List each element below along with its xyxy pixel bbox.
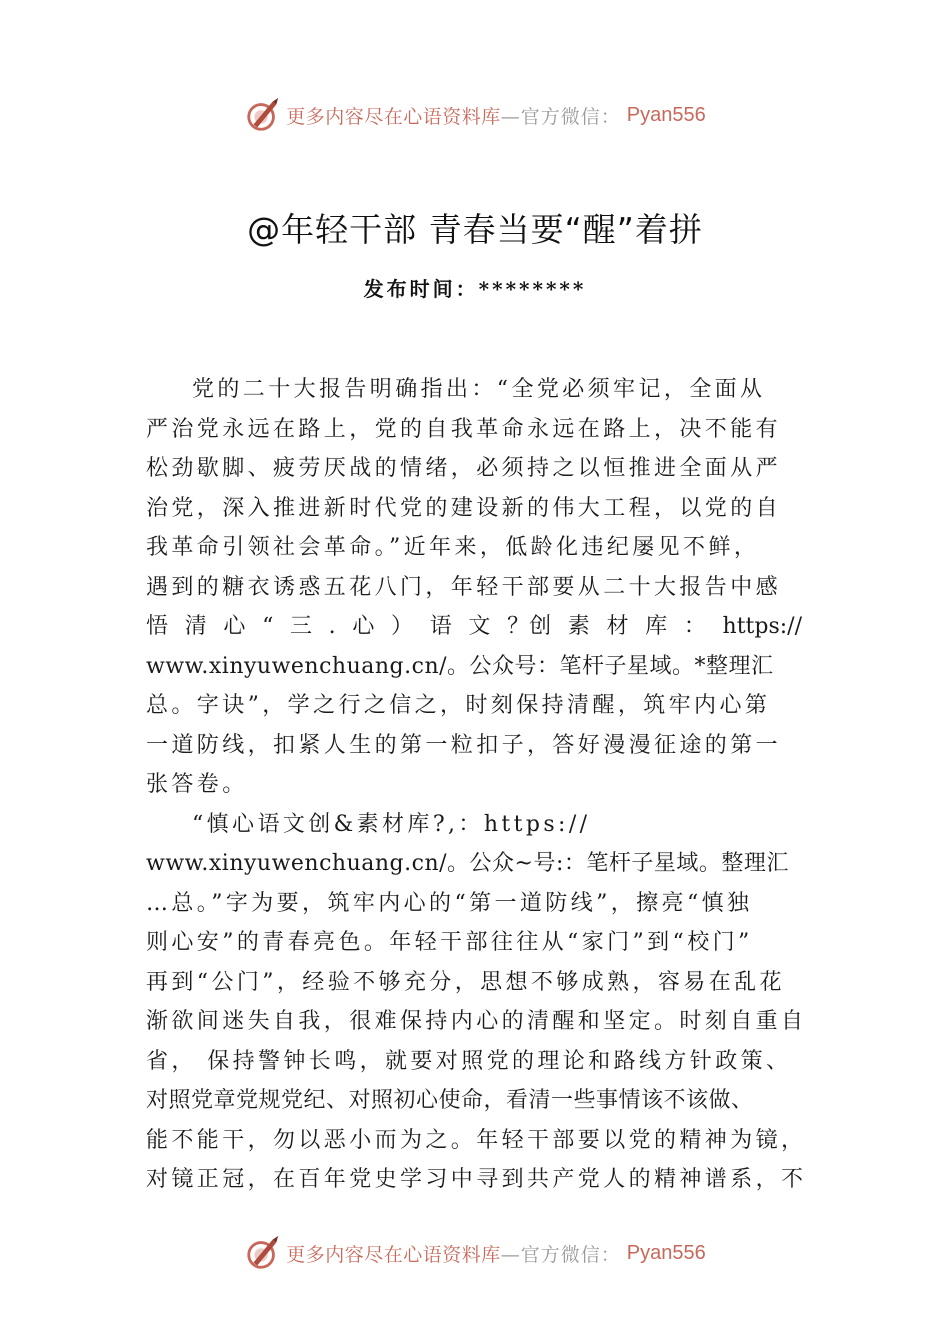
body-char: . <box>328 614 336 639</box>
watermark-wechat-id: Pyan556 <box>626 103 706 126</box>
body-char: 语 <box>429 614 452 639</box>
watermark-banner-bottom <box>0 1233 950 1273</box>
body-char: 材 <box>606 614 629 639</box>
watermark-text: 更多内容尽在心语资料库 <box>286 1243 501 1266</box>
watermark-wechat-label: —官方微信： <box>500 1243 621 1266</box>
body-char: 素 <box>567 614 590 639</box>
body-char: ： <box>683 614 706 639</box>
body-line: 对照党章党规党纪、对照初心使命，看清一些事情该不该做、 <box>146 1088 754 1113</box>
body-char: ？创 <box>507 614 552 639</box>
body-url: https:// <box>722 614 802 639</box>
body-line: www.xinyuwenchuang.cn/。公众~号:：笔杆子星域。整理汇 <box>146 851 789 876</box>
watermark-wechat-label: —官方微信： <box>500 105 621 128</box>
watermark-text: 更多内容尽在心语资料库 <box>286 105 501 128</box>
body-char: 悟 <box>146 614 169 639</box>
body-char: 文 <box>468 614 491 639</box>
body-line: …总。”字为要，筑牢内心的“第一道防线”，擦亮“慎独 <box>146 890 753 916</box>
body-line: 治党，深入推进新时代党的建设新的伟大工程，以党的自 <box>146 495 782 521</box>
body-line: 遇到的糖衣诱惑五花八门，年轻干部要从二十大报告中感 <box>146 574 782 600</box>
body-line: 渐欲间迷失自我，很难保持内心的清醒和坚定。时刻自重自 <box>146 1009 807 1034</box>
document-body <box>146 370 826 1200</box>
body-line: 我革命引领社会革命。”近年来，低龄化违纪屡见不鲜， <box>146 535 760 560</box>
body-line: 张答卷。 <box>146 772 248 797</box>
body-char: 清 <box>184 614 207 639</box>
quill-logo-icon <box>244 96 282 134</box>
body-char: 库 <box>645 614 668 639</box>
body-line: 松劲歇脚、疲劳厌战的情绪，必须持之以恒推进全面从严 <box>146 456 782 481</box>
body-line: 对镜正冠，在百年党史学习中寻到共产党人的精神谱系，不 <box>146 1167 807 1192</box>
body-line-justified <box>146 607 802 647</box>
watermark-wechat-id: Pyan556 <box>626 1241 706 1264</box>
body-char: 心 <box>223 614 246 639</box>
body-line: 严治党永远在路上，党的自我革命永远在路上，决不能有 <box>146 416 782 442</box>
body-line: 总。字诀”，学之行之信之，时刻保持清醒，筑牢内心第 <box>146 693 771 718</box>
body-char: 心 <box>352 614 375 639</box>
body-char: ） <box>391 614 414 639</box>
watermark-banner-top <box>0 95 950 135</box>
body-line: 省， 保持警钟长鸣，就要对照党的理论和路线方针政策、 <box>146 1048 792 1074</box>
body-line: “慎心语文创&素材库?,：https:// <box>192 811 591 837</box>
body-line: www.xinyuwenchuang.cn/。公众号：笔杆子星域。*整理汇 <box>146 653 774 679</box>
body-char: 三 <box>289 614 312 639</box>
body-line: 能不能干，勿以恶小而为之。年轻干部要以党的精神为镜， <box>146 1127 807 1153</box>
body-line: 一道防线，扣紧人生的第一粒扣子，答好漫漫征途的第一 <box>146 732 782 758</box>
body-line: 再到“公门”，经验不够充分，思想不够成熟，容易在乱花 <box>146 969 785 995</box>
publish-time: 发布时间：******** <box>363 277 587 301</box>
document-title: @年轻干部 青春当要“醒”着拼 <box>247 210 703 249</box>
body-line: 党的二十大报告明确指出：“全党必须牢记，全面从 <box>192 377 766 402</box>
body-line: 则心安”的青春亮色。年轻干部往往从“家门”到“校门” <box>146 930 753 955</box>
quill-logo-icon <box>244 1234 282 1272</box>
body-char: “ <box>262 614 274 639</box>
